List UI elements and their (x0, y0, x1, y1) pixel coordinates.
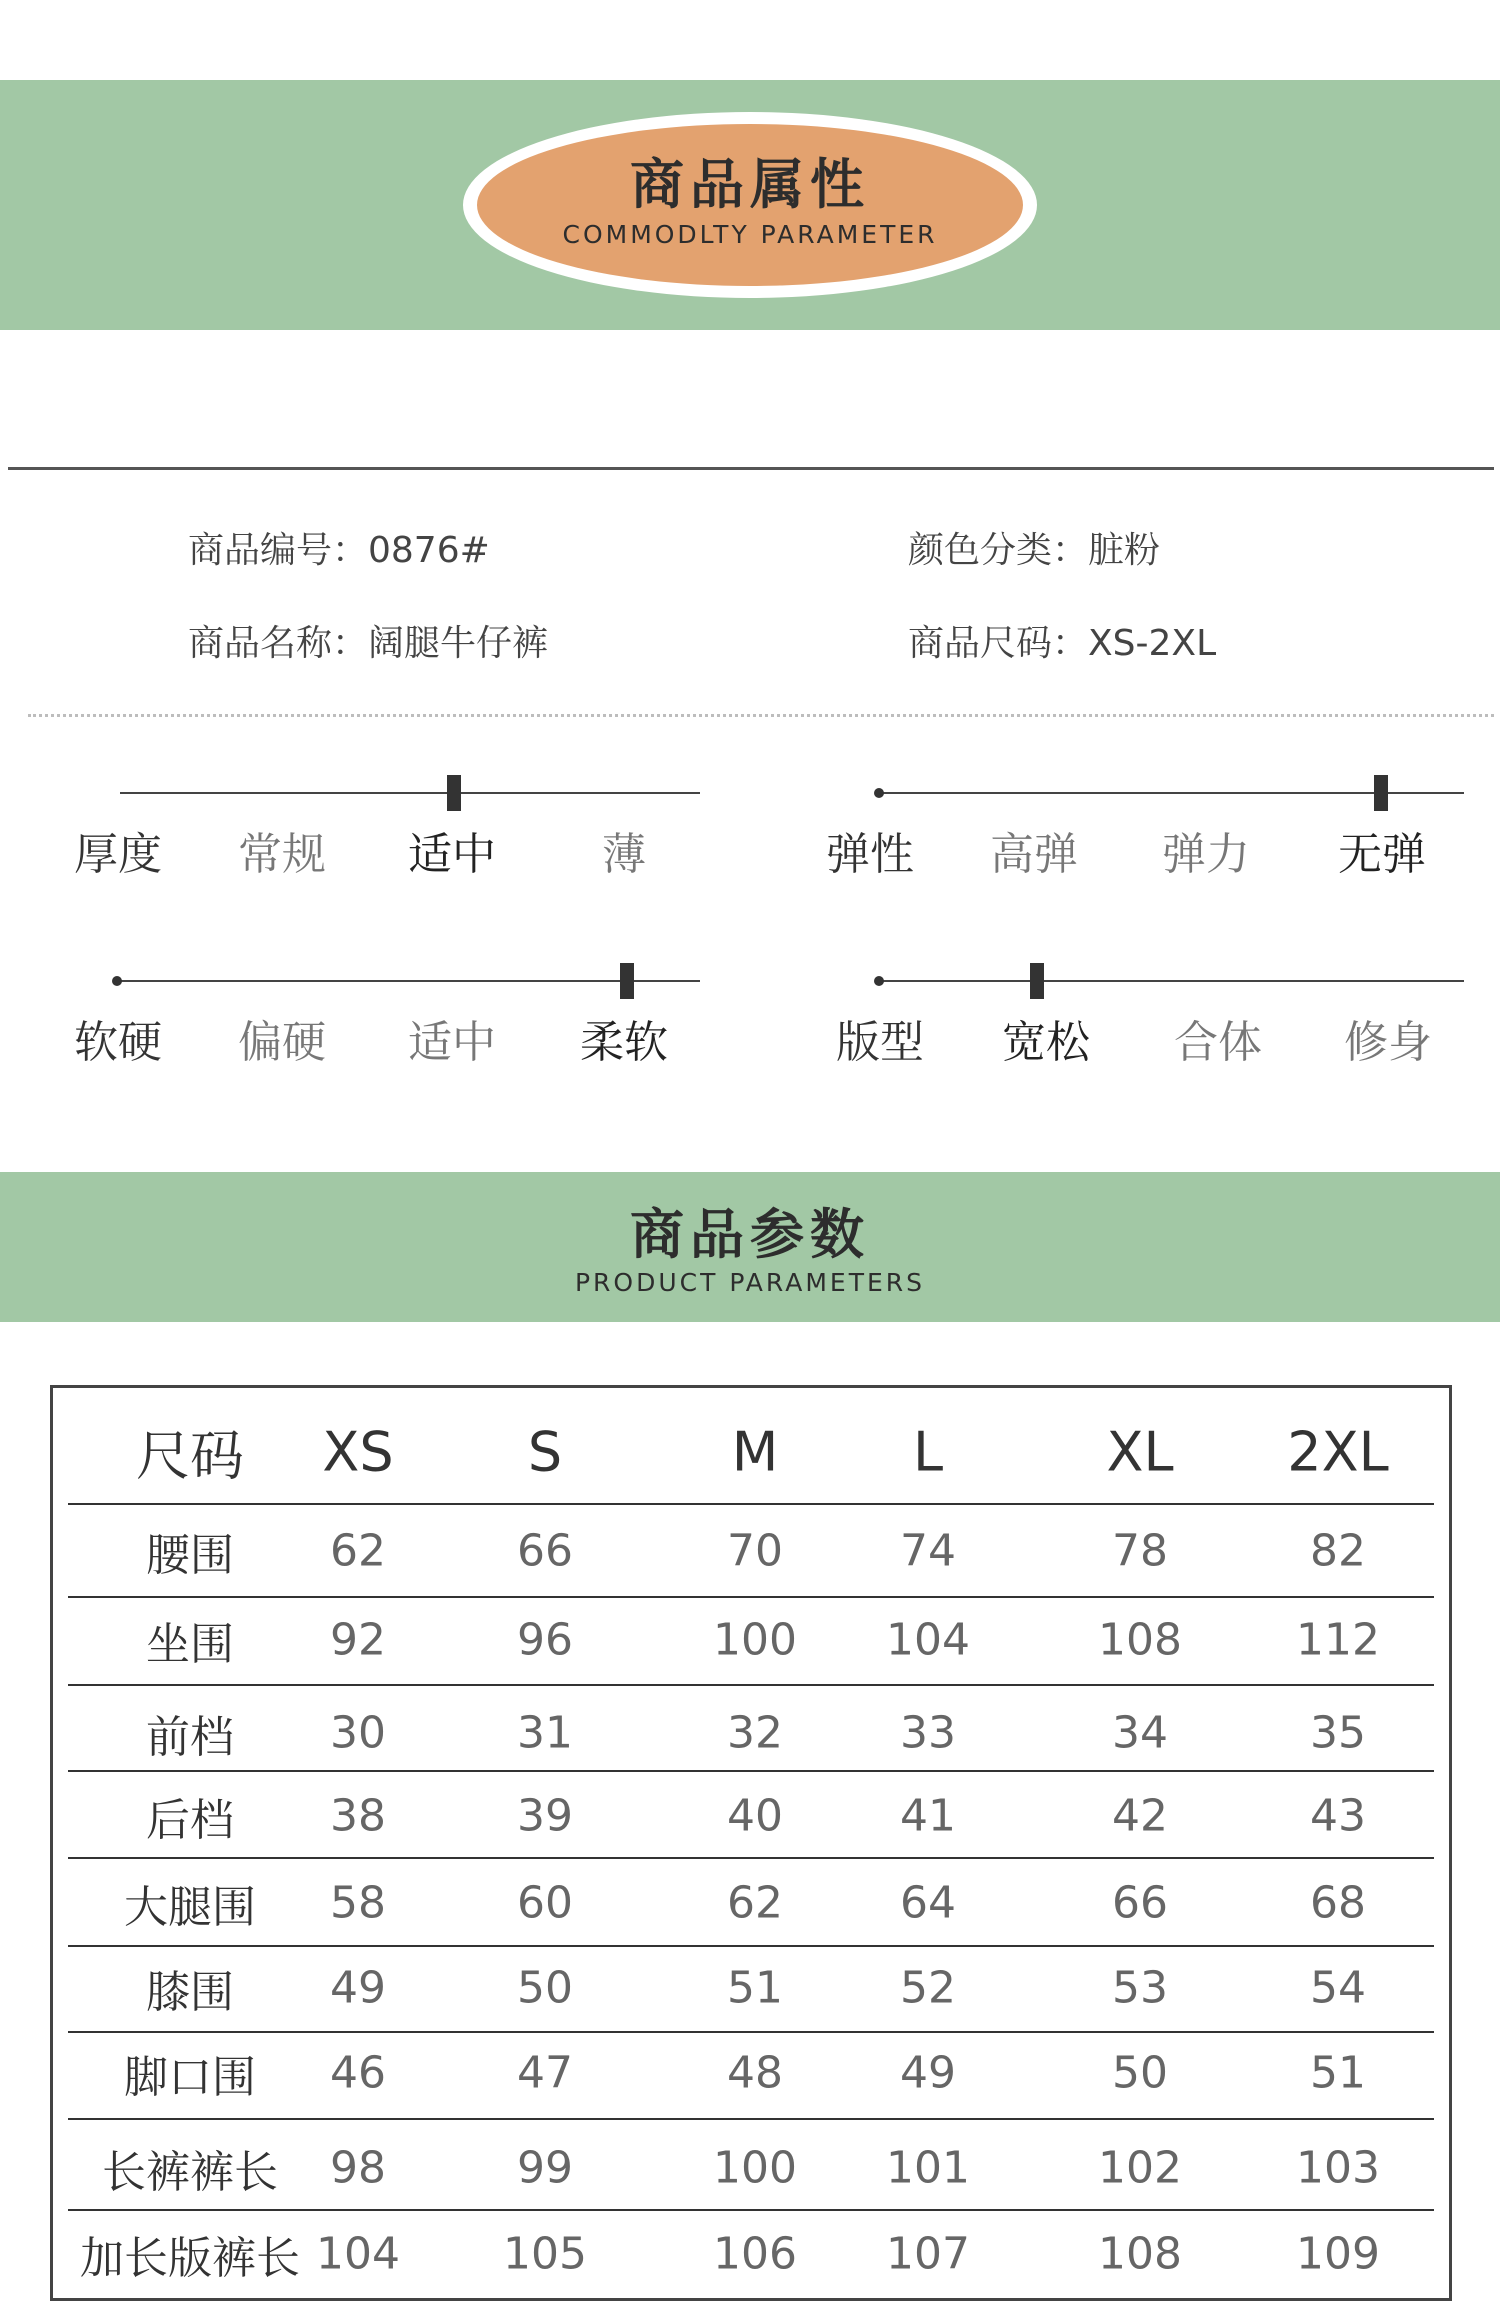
table-cell: 48 (727, 2047, 783, 2099)
table-cell: 109 (1296, 2228, 1380, 2280)
table-row-divider (68, 2031, 1434, 2033)
table-cell: 40 (727, 1790, 783, 1842)
scale-track (878, 980, 1464, 982)
table-row-divider (68, 1945, 1434, 1947)
scale-category: 软硬 (74, 1017, 162, 1068)
table-cell: 50 (1112, 2047, 1168, 2099)
table-cell: 74 (900, 1525, 956, 1577)
scale-start-dot (874, 788, 884, 798)
scale-category: 厚度 (74, 829, 162, 880)
table-row-divider (68, 2209, 1434, 2211)
table-header-size: XS (322, 1420, 394, 1484)
table-cell: 108 (1098, 1614, 1182, 1666)
scale-option: 偏硬 (238, 1017, 326, 1068)
info-divider-top (8, 467, 1494, 470)
parameters-subtitle: PRODUCT PARAMETERS (574, 1268, 926, 1297)
product-number: 商品编号：0876# (188, 530, 490, 571)
table-cell: 101 (886, 2142, 970, 2194)
table-cell: 102 (1098, 2142, 1182, 2194)
scale-marker (1374, 775, 1388, 811)
table-cell: 99 (517, 2142, 573, 2194)
scale-track (118, 980, 700, 982)
table-cell: 62 (330, 1525, 386, 1577)
table-cell: 42 (1112, 1790, 1168, 1842)
table-cell: 103 (1296, 2142, 1380, 2194)
table-cell: 104 (886, 1614, 970, 1666)
table-cell: 49 (900, 2047, 956, 2099)
product-name: 商品名称：阔腿牛仔裤 (188, 623, 549, 664)
scale-track (120, 792, 700, 794)
scale-option-selected: 柔软 (580, 1017, 668, 1068)
table-cell: 108 (1098, 2228, 1182, 2280)
size-range: 商品尺码：XS-2XL (908, 623, 1217, 664)
scale-start-dot (874, 976, 884, 986)
table-cell: 92 (330, 1614, 386, 1666)
table-cell: 105 (503, 2228, 587, 2280)
table-cell: 51 (727, 1962, 783, 2014)
table-cell: 82 (1310, 1525, 1366, 1577)
table-cell: 54 (1310, 1962, 1366, 2014)
table-cell: 58 (330, 1877, 386, 1929)
table-cell: 46 (330, 2047, 386, 2099)
table-row-label: 前档 (146, 1712, 234, 1763)
scale-marker (620, 963, 634, 999)
table-row-divider (68, 1857, 1434, 1859)
table-cell: 66 (517, 1525, 573, 1577)
scale-option: 合体 (1174, 1017, 1262, 1068)
table-header-size: M (731, 1420, 779, 1484)
table-cell: 78 (1112, 1525, 1168, 1577)
table-row-label: 加长版裤长 (80, 2233, 300, 2284)
table-cell: 52 (900, 1962, 956, 2014)
table-cell: 98 (330, 2142, 386, 2194)
table-cell: 31 (517, 1707, 573, 1759)
table-row-label: 大腿围 (124, 1882, 256, 1933)
table-row-divider (68, 2118, 1434, 2120)
info-divider-dotted (28, 714, 1494, 717)
table-cell: 112 (1296, 1614, 1380, 1666)
scale-option: 修身 (1344, 1017, 1432, 1068)
scale-option: 薄 (602, 829, 646, 880)
scale-marker (1030, 963, 1044, 999)
table-cell: 68 (1310, 1877, 1366, 1929)
table-header-size: 2XL (1287, 1420, 1389, 1484)
table-cell: 100 (713, 1614, 797, 1666)
table-row-label: 后档 (146, 1795, 234, 1846)
table-cell: 66 (1112, 1877, 1168, 1929)
scale-option-selected: 宽松 (1002, 1017, 1090, 1068)
table-row-divider (68, 1596, 1434, 1598)
table-row-label: 膝围 (146, 1967, 234, 2018)
table-header-size: XL (1106, 1420, 1174, 1484)
scale-category: 版型 (836, 1017, 924, 1068)
table-cell: 35 (1310, 1707, 1366, 1759)
table-cell: 30 (330, 1707, 386, 1759)
table-cell: 33 (900, 1707, 956, 1759)
table-cell: 104 (316, 2228, 400, 2280)
scale-option-selected: 无弹 (1338, 829, 1426, 880)
table-cell: 38 (330, 1790, 386, 1842)
table-cell: 96 (517, 1614, 573, 1666)
table-row-label: 脚口围 (124, 2052, 256, 2103)
table-cell: 49 (330, 1962, 386, 2014)
attributes-title: 商品属性 (630, 153, 870, 216)
table-row-label: 坐围 (146, 1619, 234, 1670)
table-cell: 107 (886, 2228, 970, 2280)
table-cell: 50 (517, 1962, 573, 2014)
scale-category: 弹性 (826, 829, 914, 880)
scale-option: 适中 (408, 1017, 496, 1068)
table-row-divider (68, 1684, 1434, 1686)
table-row-divider (68, 1503, 1434, 1505)
color-category: 颜色分类：脏粉 (908, 530, 1161, 571)
table-cell: 32 (727, 1707, 783, 1759)
scale-option: 弹力 (1162, 829, 1250, 880)
table-cell: 43 (1310, 1790, 1366, 1842)
table-cell: 51 (1310, 2047, 1366, 2099)
scale-option: 高弹 (990, 829, 1078, 880)
table-cell: 39 (517, 1790, 573, 1842)
table-cell: 64 (900, 1877, 956, 1929)
table-cell: 53 (1112, 1962, 1168, 2014)
table-row-label: 长裤裤长 (102, 2147, 278, 2198)
table-cell: 70 (727, 1525, 783, 1577)
scale-option: 常规 (238, 829, 326, 880)
table-row-label: 腰围 (146, 1530, 234, 1581)
scale-start-dot (112, 976, 122, 986)
table-cell: 60 (517, 1877, 573, 1929)
table-header-size: S (527, 1420, 563, 1484)
scale-marker (447, 775, 461, 811)
table-cell: 41 (900, 1790, 956, 1842)
scale-option-selected: 适中 (408, 829, 496, 880)
table-cell: 106 (713, 2228, 797, 2280)
table-header-size: L (912, 1420, 944, 1484)
parameters-title: 商品参数 (630, 1203, 870, 1266)
table-header-label: 尺码 (136, 1424, 244, 1488)
table-cell: 62 (727, 1877, 783, 1929)
table-cell: 47 (517, 2047, 573, 2099)
table-cell: 34 (1112, 1707, 1168, 1759)
attributes-subtitle: COMMODLTY PARAMETER (562, 220, 938, 249)
table-row-divider (68, 1770, 1434, 1772)
table-cell: 100 (713, 2142, 797, 2194)
